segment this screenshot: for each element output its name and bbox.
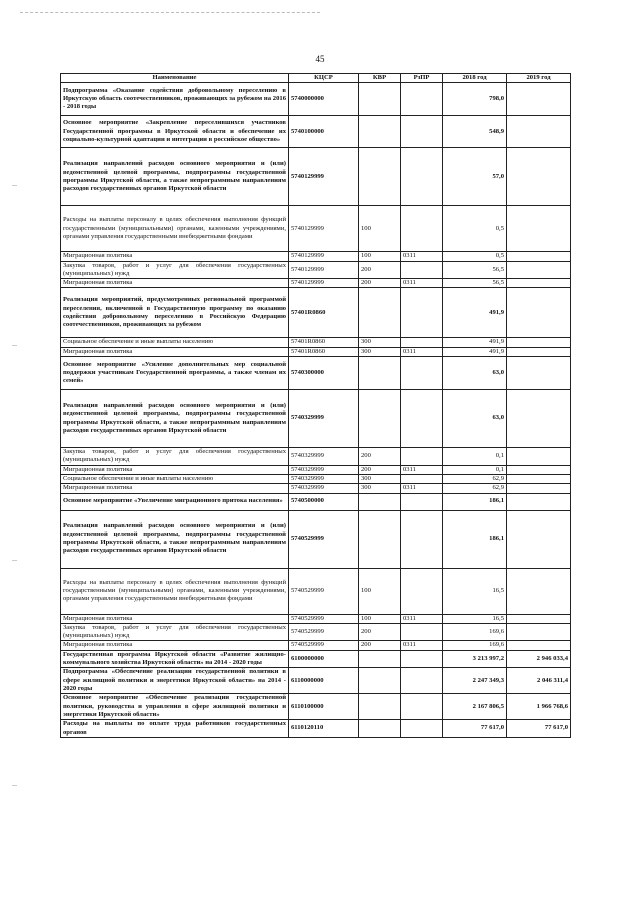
cell-rzpr: 0311 (401, 641, 443, 650)
cell-rzpr (401, 390, 443, 448)
cell-kvr (359, 493, 401, 510)
table-row (61, 83, 571, 116)
cell-name: Реализация направлений расходов основного мероприятия и (или) ведомственной целевой программы, подпрограммы государственной программы Иркутской области, а также непрограммным направлениям расходов государственных органов Иркутской области (61, 510, 289, 568)
table-row (61, 474, 571, 483)
cell-2019: 2 946 033,4 (507, 650, 571, 668)
cell-2019 (507, 206, 571, 252)
cell-2018: 169,6 (443, 641, 507, 650)
cell-kcsr: 5740100000 (289, 116, 359, 148)
table-row (61, 465, 571, 474)
cell-2019: 1 966 768,6 (507, 694, 571, 720)
cell-2018: 62,9 (443, 484, 507, 493)
cell-2018: 3 213 997,2 (443, 650, 507, 668)
cell-rzpr (401, 493, 443, 510)
cell-kcsr: 5740329999 (289, 484, 359, 493)
cell-rzpr (401, 510, 443, 568)
cell-name: Реализация направлений расходов основного мероприятия и (или) ведомственной целевой программы, подпрограммы государственной программы Иркутской области, а также непрограммным направлениям расходов государственных органов Иркутской области (61, 390, 289, 448)
cell-kvr (359, 668, 401, 694)
cell-2018: 0,1 (443, 465, 507, 474)
table-row (61, 484, 571, 493)
cell-kvr (359, 288, 401, 338)
page-number: 45 (315, 54, 325, 64)
table-row (61, 148, 571, 206)
table-row (61, 357, 571, 390)
cell-kvr: 100 (359, 614, 401, 623)
cell-2019 (507, 347, 571, 356)
cell-2018: 491,9 (443, 338, 507, 347)
cell-2018: 2 167 806,5 (443, 694, 507, 720)
table-row (61, 288, 571, 338)
cell-2019 (507, 465, 571, 474)
cell-kvr: 100 (359, 206, 401, 252)
cell-2018: 186,1 (443, 510, 507, 568)
header-kvr: КВР (359, 74, 401, 83)
table-row (61, 650, 571, 668)
cell-2018: 0,5 (443, 252, 507, 261)
table-row (61, 261, 571, 279)
cell-kcsr: 5740329999 (289, 448, 359, 466)
cell-2018: 16,5 (443, 614, 507, 623)
table-row (61, 614, 571, 623)
cell-name: Основное мероприятие «Обеспечение реализации государственной политики, руководства и управления в сфере жилищной политики и энергетики Иркутской области» (61, 694, 289, 720)
cell-2018: 63,0 (443, 390, 507, 448)
cell-2019 (507, 493, 571, 510)
table-row (61, 206, 571, 252)
cell-name: Основное мероприятие «Закрепление переселившихся участников Государственной программы в Иркутской области и обеспечение их социально-культурной адаптации и интеграции в российское общество» (61, 116, 289, 148)
cell-name: Основное мероприятие «Усиление дополнительных мер социальной поддержки участникам Государственной программы, а также членам их семей» (61, 357, 289, 390)
cell-kcsr: 5740500000 (289, 493, 359, 510)
cell-kvr: 200 (359, 261, 401, 279)
cell-rzpr (401, 206, 443, 252)
cell-name: Закупка товаров, работ и услуг для обеспечения государственных (муниципальных) нужд (61, 261, 289, 279)
header-2018: 2018 год (443, 74, 507, 83)
cell-kcsr: 5740129999 (289, 279, 359, 288)
table-row (61, 510, 571, 568)
cell-rzpr (401, 116, 443, 148)
header-name: Наименование (61, 74, 289, 83)
table-row (61, 390, 571, 448)
cell-name: Миграционная политика (61, 641, 289, 650)
cell-2019 (507, 484, 571, 493)
table-row (61, 623, 571, 641)
cell-kcsr: 5740529999 (289, 641, 359, 650)
cell-name: Социальное обеспечение и иные выплаты населению (61, 338, 289, 347)
cell-2018: 491,9 (443, 288, 507, 338)
cell-rzpr (401, 650, 443, 668)
table-row (61, 641, 571, 650)
cell-2018: 62,9 (443, 474, 507, 483)
cell-kvr: 200 (359, 623, 401, 641)
cell-rzpr (401, 83, 443, 116)
margin-mark (12, 185, 17, 186)
header-2019: 2019 год (507, 74, 571, 83)
cell-2019 (507, 288, 571, 338)
cell-kvr (359, 116, 401, 148)
cell-name: Социальное обеспечение и иные выплаты населению (61, 474, 289, 483)
cell-kcsr: 57401R0860 (289, 347, 359, 356)
cell-2018: 186,1 (443, 493, 507, 510)
cell-kcsr: 5740129999 (289, 252, 359, 261)
cell-kvr: 200 (359, 279, 401, 288)
cell-kvr (359, 148, 401, 206)
cell-rzpr: 0311 (401, 465, 443, 474)
cell-kvr (359, 694, 401, 720)
cell-kcsr: 6100000000 (289, 650, 359, 668)
cell-2018: 548,9 (443, 116, 507, 148)
cell-kcsr: 5740329999 (289, 390, 359, 448)
cell-name: Государственная программа Иркутской области «Развитие жилищно-коммунального хозяйства Иркутской области» на 2014 - 2020 годы (61, 650, 289, 668)
cell-2019 (507, 448, 571, 466)
cell-name: Миграционная политика (61, 252, 289, 261)
cell-rzpr (401, 357, 443, 390)
cell-2019 (507, 614, 571, 623)
cell-2019 (507, 641, 571, 650)
cell-name: Миграционная политика (61, 614, 289, 623)
cell-rzpr (401, 474, 443, 483)
cell-rzpr (401, 448, 443, 466)
cell-2018: 0,1 (443, 448, 507, 466)
cell-2018: 16,5 (443, 568, 507, 614)
header-rzpr: РзПР (401, 74, 443, 83)
cell-rzpr: 0311 (401, 279, 443, 288)
cell-2019 (507, 510, 571, 568)
cell-2019 (507, 279, 571, 288)
cell-kvr: 300 (359, 338, 401, 347)
table-row (61, 347, 571, 356)
cell-kcsr: 5740329999 (289, 474, 359, 483)
cell-kcsr: 5740129999 (289, 148, 359, 206)
cell-2019 (507, 338, 571, 347)
cell-kvr: 300 (359, 347, 401, 356)
cell-rzpr (401, 148, 443, 206)
cell-rzpr (401, 623, 443, 641)
cell-name: Миграционная политика (61, 484, 289, 493)
cell-kcsr: 5740129999 (289, 206, 359, 252)
table-header-row (61, 74, 571, 83)
cell-kvr: 100 (359, 252, 401, 261)
cell-name: Реализация направлений расходов основного мероприятия и (или) ведомственной целевой программы, подпрограммы государственной программы Иркутской области, а также непрограммным направлениям расходов государственных органов Иркутской области (61, 148, 289, 206)
cell-kcsr: 57401R0860 (289, 288, 359, 338)
cell-kvr: 100 (359, 568, 401, 614)
cell-rzpr (401, 288, 443, 338)
table-row (61, 668, 571, 694)
cell-name: Расходы на выплаты персоналу в целях обеспечения выполнения функций государственными (муниципальными) органами, казенными учреждениями, органами управления государственными внебюджетными фондами (61, 568, 289, 614)
table-row (61, 568, 571, 614)
cell-name: Расходы на выплаты персоналу в целях обеспечения выполнения функций государственными (муниципальными) органами, казенными учреждениями, органами управления государственными внебюджетными фондами (61, 206, 289, 252)
cell-kcsr: 5740300000 (289, 357, 359, 390)
cell-rzpr: 0311 (401, 347, 443, 356)
cell-2018: 77 617,0 (443, 720, 507, 738)
table-row (61, 279, 571, 288)
table-row (61, 338, 571, 347)
table-row (61, 448, 571, 466)
cell-2019 (507, 148, 571, 206)
cell-rzpr (401, 720, 443, 738)
cell-kcsr: 6110000000 (289, 668, 359, 694)
cell-name: Миграционная политика (61, 279, 289, 288)
table-row (61, 252, 571, 261)
cell-2019 (507, 623, 571, 641)
cell-kvr (359, 390, 401, 448)
cell-rzpr (401, 568, 443, 614)
cell-kvr (359, 83, 401, 116)
cell-rzpr (401, 694, 443, 720)
cell-2019 (507, 390, 571, 448)
cell-kcsr: 5740329999 (289, 465, 359, 474)
cell-kcsr: 5740529999 (289, 614, 359, 623)
cell-kcsr: 5740529999 (289, 510, 359, 568)
cell-kcsr: 5740129999 (289, 261, 359, 279)
cell-2018: 2 247 349,3 (443, 668, 507, 694)
cell-kvr: 200 (359, 641, 401, 650)
cell-name: Основное мероприятие «Увеличение миграционного притока населения» (61, 493, 289, 510)
table-row (61, 493, 571, 510)
cell-2018: 56,5 (443, 261, 507, 279)
cell-rzpr (401, 261, 443, 279)
cell-kcsr: 5740529999 (289, 568, 359, 614)
cell-kvr (359, 650, 401, 668)
cell-2018: 491,9 (443, 347, 507, 356)
cell-rzpr (401, 668, 443, 694)
cell-2019 (507, 568, 571, 614)
cell-2019 (507, 474, 571, 483)
cell-kcsr: 6110100000 (289, 694, 359, 720)
table-row (61, 116, 571, 148)
cell-2019: 2 046 311,4 (507, 668, 571, 694)
cell-2019 (507, 252, 571, 261)
cell-2018: 57,0 (443, 148, 507, 206)
cell-2018: 0,5 (443, 206, 507, 252)
cell-name: Миграционная политика (61, 347, 289, 356)
table-row (61, 720, 571, 738)
budget-table (60, 73, 571, 738)
cell-name: Подпрограмма «Оказание содействия добровольному переселению в Иркутскую область соотечественников, проживающих за рубежом на 2016 - 2018 годы (61, 83, 289, 116)
cell-kcsr: 6110120110 (289, 720, 359, 738)
cell-kvr (359, 357, 401, 390)
cell-2018: 56,5 (443, 279, 507, 288)
cell-rzpr: 0311 (401, 252, 443, 261)
cell-name: Подпрограмма «Обеспечение реализации государственной политики в сфере жилищной политики и энергетики Иркутской области» на 2014 - 2020 годы (61, 668, 289, 694)
cell-kcsr: 5740529999 (289, 623, 359, 641)
cell-2019 (507, 261, 571, 279)
cell-name: Расходы на выплаты по оплате труда работников государственных органов (61, 720, 289, 738)
cell-kvr (359, 510, 401, 568)
cell-2018: 169,6 (443, 623, 507, 641)
margin-mark (12, 785, 17, 786)
cell-name: Миграционная политика (61, 465, 289, 474)
cell-rzpr: 0311 (401, 484, 443, 493)
table-body (61, 83, 571, 738)
margin-mark (12, 345, 17, 346)
cell-2019 (507, 83, 571, 116)
cell-kvr: 300 (359, 484, 401, 493)
cell-kvr: 300 (359, 474, 401, 483)
cell-kcsr: 5740000000 (289, 83, 359, 116)
cell-kcsr: 57401R0860 (289, 338, 359, 347)
cell-rzpr: 0311 (401, 614, 443, 623)
cell-2019: 77 617,0 (507, 720, 571, 738)
cell-name: Закупка товаров, работ и услуг для обеспечения государственных (муниципальных) нужд (61, 448, 289, 466)
cell-name: Реализация мероприятий, предусмотренных региональной программой переселения, включенной в Государственную программу по оказанию содействия добровольному переселению в Российскую Федерацию соотечественников, проживающих за рубежом (61, 288, 289, 338)
cell-2019 (507, 116, 571, 148)
margin-mark (12, 560, 17, 561)
scan-top-line (20, 12, 320, 13)
table-row (61, 694, 571, 720)
cell-2018: 798,0 (443, 83, 507, 116)
cell-rzpr (401, 338, 443, 347)
cell-2018: 63,0 (443, 357, 507, 390)
header-kcsr: КЦСР (289, 74, 359, 83)
cell-kvr: 200 (359, 448, 401, 466)
cell-name: Закупка товаров, работ и услуг для обеспечения государственных (муниципальных) нужд (61, 623, 289, 641)
cell-2019 (507, 357, 571, 390)
cell-kvr: 200 (359, 465, 401, 474)
cell-kvr (359, 720, 401, 738)
